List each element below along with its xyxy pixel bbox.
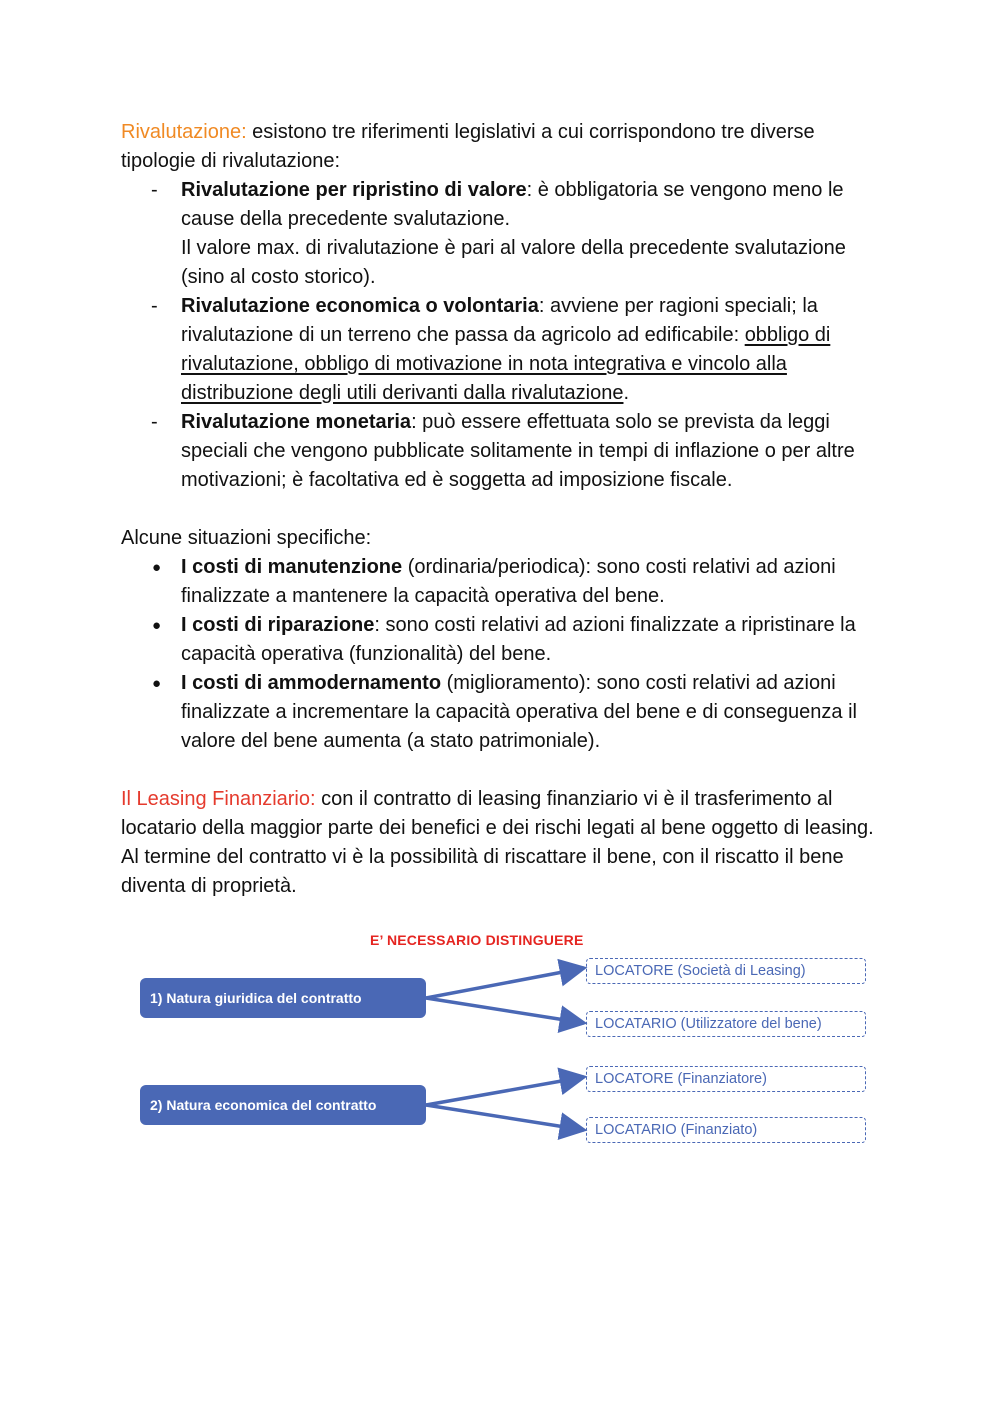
arrow-connector [426, 1077, 584, 1105]
list-item [121, 408, 891, 495]
dash-marker: - [151, 411, 158, 433]
bullet-marker: ● [152, 617, 162, 634]
source-box-natura-giuridica: 1) Natura giuridica del contratto [140, 978, 426, 1018]
list-item-text-extra: Il valore max. di rivalutazione è pari al valore della precedente svalutazione (sino al costo storico). [181, 237, 846, 288]
leasing-heading: Il Leasing Finanziario: [121, 788, 316, 810]
list-item-title: Rivalutazione monetaria [181, 411, 412, 433]
list-item [121, 611, 891, 669]
list-item-title: I costi di riparazione [181, 614, 375, 636]
rivalutazione-heading: Rivalutazione: [121, 121, 247, 143]
list-item-text: (ordinaria/periodica): sono costi relativi ad azioni finalizzate a mantenere la capacità operativa del bene. [181, 556, 836, 607]
dash-marker: - [151, 295, 158, 317]
dash-marker: - [151, 179, 158, 201]
list-item [121, 176, 891, 292]
rivalutazione-intro: esistono tre riferimenti legislativi a cui corrispondono tre diverse tipologie di rivalutazione: [121, 121, 815, 172]
arrow-connector [426, 998, 584, 1023]
leasing-paragraph [121, 785, 891, 901]
list-item-title: Rivalutazione per ripristino di valore [181, 179, 527, 201]
list-item [121, 292, 891, 408]
bullet-marker: ● [152, 559, 162, 576]
leasing-diagram [0, 925, 1000, 1165]
target-box-locatore: LOCATORE (Società di Leasing) [586, 958, 866, 984]
list-item-title: Rivalutazione economica o volontaria [181, 295, 539, 317]
list-item [121, 669, 891, 756]
list-item-text: : sono costi relativi ad azioni finalizzate a ripristinare la capacità operativa (funzionalità) del bene. [181, 614, 856, 665]
list-item-text: (miglioramento): sono costi relativi ad azioni finalizzate a incrementare la capacità operativa del bene e di conseguenza il valore del bene aumenta (a stato patrimoniale). [181, 672, 857, 752]
list-item-text: : può essere effettuata solo se prevista da leggi speciali che vengono pubblicate solitamente in tempi di inflazione o per altre motivazioni; è facoltativa ed è soggetta ad imposizione fiscale. [181, 411, 855, 491]
leasing-text: con il contratto di leasing finanziario vi è il trasferimento al locatario della maggior parte dei benefici e dei rischi legati al bene oggetto di leasing. Al termine del contratto vi è la possibilità di riscattare il bene, con il riscatto il bene diventa di proprietà. [121, 788, 874, 897]
rivalutazione-paragraph [121, 118, 891, 176]
list-item-text: : avviene per ragioni speciali; la rivalutazione di un terreno che passa da agricolo ad edificabile: [181, 295, 818, 346]
target-box-locatario: LOCATARIO (Finanziato) [586, 1117, 866, 1143]
diagram-title: E’ NECESSARIO DISTINGUERE [370, 932, 584, 948]
arrow-connector [426, 968, 584, 998]
list-item-title: I costi di manutenzione [181, 556, 403, 578]
target-box-locatore: LOCATORE (Finanziatore) [586, 1066, 866, 1092]
arrow-connector [426, 1105, 584, 1130]
situazioni-list [121, 553, 891, 756]
list-item-title: I costi di ammodernamento [181, 672, 442, 694]
list-item-end: . [623, 382, 630, 404]
list-item-text: : è obbligatoria se vengono meno le cause della precedente svalutazione. [181, 179, 844, 230]
situazioni-intro: Alcune situazioni specifiche: [121, 527, 372, 549]
bullet-marker: ● [152, 675, 162, 692]
list-item [121, 553, 891, 611]
source-box-natura-economica: 2) Natura economica del contratto [140, 1085, 426, 1125]
document-body [121, 118, 891, 901]
target-box-locatario: LOCATARIO (Utilizzatore del bene) [586, 1011, 866, 1037]
rivalutazione-list [121, 176, 891, 495]
underlined-text: obbligo di rivalutazione, obbligo di motivazione in nota integrativa e vincolo alla distribuzione degli utili derivanti dalla rivalutazione [181, 324, 831, 404]
